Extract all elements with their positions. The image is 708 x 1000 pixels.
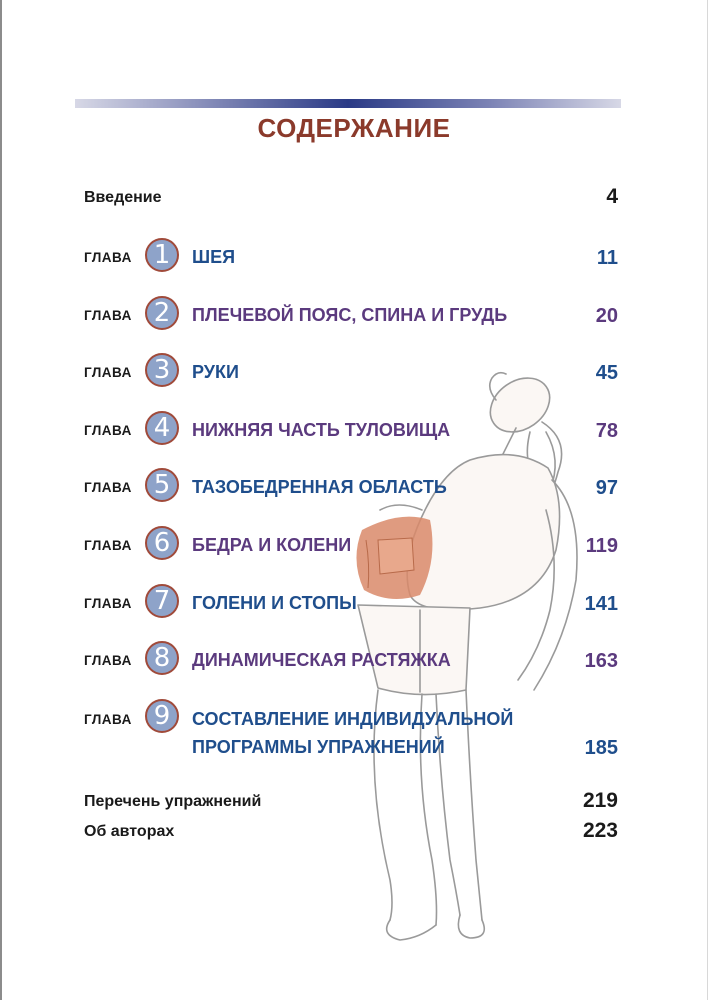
chapter-title-line2: ПРОГРАММЫ УПРАЖНЕНИЙ — [192, 737, 445, 757]
chapter-title: ШЕЯ — [192, 247, 236, 267]
chapter-prefix: ГЛАВА — [84, 712, 132, 727]
page-title: СОДЕРЖАНИЕ — [257, 113, 451, 143]
toc-chapter-row[interactable] — [0, 238, 708, 274]
toc-chapter-row[interactable] — [0, 699, 708, 763]
chapter-page: 119 — [585, 535, 618, 557]
intro-label: Введение — [84, 189, 162, 206]
toc-chapter-row[interactable] — [0, 584, 708, 620]
toc-chapter-row[interactable] — [0, 353, 708, 389]
toc-chapter-row[interactable] — [0, 296, 708, 332]
chapter-number-badge: 6 — [145, 526, 179, 560]
chapter-number-badge: 2 — [145, 296, 179, 330]
chapter-title: ТАЗОБЕДРЕННАЯ ОБЛАСТЬ — [192, 477, 447, 497]
chapter-prefix: ГЛАВА — [84, 250, 132, 265]
chapter-title: ПЛЕЧЕВОЙ ПОЯС, СПИНА И ГРУДЬ — [192, 305, 508, 325]
toc-chapter-row[interactable] — [0, 468, 708, 504]
chapter-page: 97 — [595, 477, 618, 499]
chapter-number-badge: 8 — [145, 641, 179, 675]
chapter-prefix: ГЛАВА — [84, 596, 132, 611]
chapter-number-badge: 3 — [145, 353, 179, 387]
appendix-page: 219 — [582, 789, 618, 812]
toc-appendix-row[interactable] — [0, 819, 708, 845]
header-gradient-bar — [75, 99, 621, 108]
chapter-prefix: ГЛАВА — [84, 653, 132, 668]
chapter-page: 11 — [596, 247, 618, 269]
chapter-prefix: ГЛАВА — [84, 480, 132, 495]
chapter-title: ГОЛЕНИ И СТОПЫ — [192, 593, 357, 613]
toc-chapter-row[interactable] — [0, 641, 708, 677]
chapter-title: БЕДРА И КОЛЕНИ — [192, 535, 352, 555]
chapter-title: НИЖНЯЯ ЧАСТЬ ТУЛОВИЩА — [192, 420, 451, 440]
chapter-prefix: ГЛАВА — [84, 538, 132, 553]
chapter-prefix: ГЛАВА — [84, 365, 132, 380]
toc-chapter-row[interactable] — [0, 411, 708, 447]
chapter-title: ДИНАМИЧЕСКАЯ РАСТЯЖКА — [192, 650, 451, 670]
appendix-label: Об авторах — [84, 823, 175, 840]
appendix-page: 223 — [582, 819, 618, 842]
chapter-number-badge: 5 — [145, 468, 179, 502]
chapter-page: 141 — [584, 593, 618, 615]
chapter-number-badge: 4 — [145, 411, 179, 445]
toc-chapter-row[interactable] — [0, 526, 708, 562]
chapter-title: РУКИ — [192, 362, 239, 382]
chapter-prefix: ГЛАВА — [84, 423, 132, 438]
chapter-title-line1: СОСТАВЛЕНИЕ ИНДИВИДУАЛЬНОЙ — [192, 709, 514, 729]
chapter-number-badge: 1 — [145, 238, 179, 272]
chapter-page: 185 — [584, 737, 618, 759]
toc-appendix-row[interactable] — [0, 789, 708, 815]
chapter-prefix: ГЛАВА — [84, 308, 132, 323]
chapter-number-badge: 9 — [145, 699, 179, 733]
chapter-number-badge: 7 — [145, 584, 179, 618]
intro-page: 4 — [606, 185, 618, 208]
chapter-page: 163 — [584, 650, 618, 672]
toc-intro-row[interactable] — [0, 185, 708, 213]
appendix-label: Перечень упражнений — [84, 793, 262, 810]
chapter-page: 78 — [595, 420, 618, 442]
chapter-page: 20 — [595, 305, 618, 327]
chapter-page: 45 — [595, 362, 618, 384]
